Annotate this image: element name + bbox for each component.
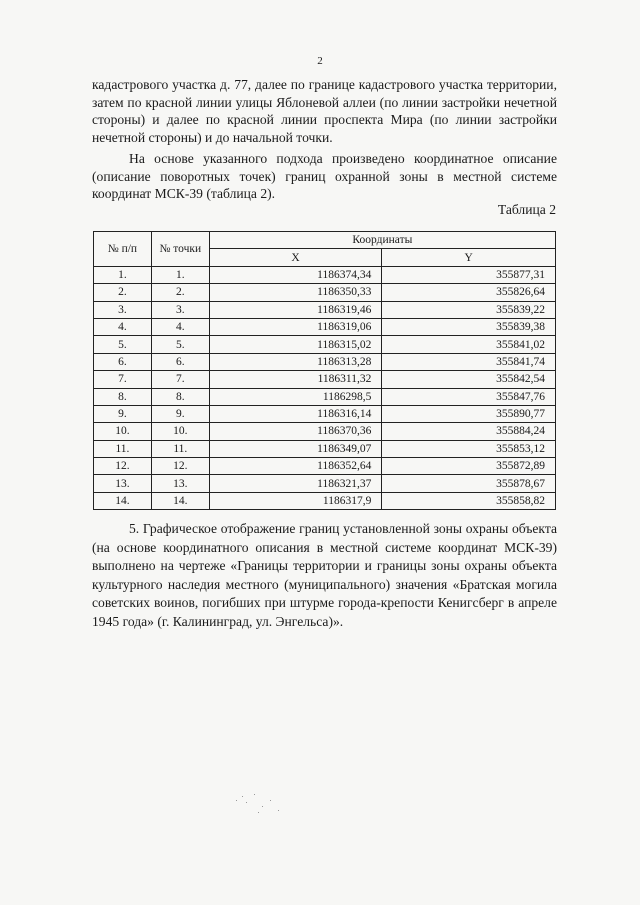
- coord-x: 1186349,07: [209, 440, 382, 457]
- row-number: 13.: [94, 475, 152, 492]
- table-row: [94, 336, 556, 353]
- header-coordinates: Координаты: [209, 232, 555, 249]
- paragraph-graphic-display: 5. Графическое отображение границ установленной зоны охраны объекта (на основе координатного описания в местной системе координат МСК-39) выполнено на чертеже «Границы территории и границы зоны охраны объекта культурного наследия местного (муниципального) значения «Братская могила советских воинов, погибших при штурме города-крепости Кенигсберг в апреле 1945 года» (г. Калининград, ул. Энгельса)».: [92, 521, 557, 629]
- table-row: [94, 266, 556, 283]
- row-number: 14.: [94, 492, 152, 509]
- coord-x: 1186316,14: [209, 405, 382, 422]
- table-row: [94, 458, 556, 475]
- coord-y: 355839,22: [382, 301, 556, 318]
- table-row: [94, 405, 556, 422]
- table-row: [94, 475, 556, 492]
- row-number: 3.: [94, 301, 152, 318]
- header-y: Y: [382, 249, 556, 266]
- table-row: [94, 284, 556, 301]
- coord-y: 355858,82: [382, 492, 556, 509]
- point-number: 4.: [151, 318, 209, 335]
- coordinates-table: [93, 231, 556, 510]
- row-number: 9.: [94, 405, 152, 422]
- coord-y: 355878,67: [382, 475, 556, 492]
- coord-x: 1186315,02: [209, 336, 382, 353]
- coord-y: 355884,24: [382, 423, 556, 440]
- row-number: 12.: [94, 458, 152, 475]
- row-number: 7.: [94, 371, 152, 388]
- row-number: 5.: [94, 336, 152, 353]
- coord-y: 355841,02: [382, 336, 556, 353]
- paragraph-boundary-description: кадастрового участка д. 77, далее по границе кадастрового участка территории, затем по красной линии улицы Яблоневой аллеи (по линии застройки нечетной стороны) и далее по красной линии проспекта Мира (по линии застройки нечетной стороны) и до начальной точки.: [92, 77, 557, 145]
- coord-y: 355841,74: [382, 353, 556, 370]
- point-number: 5.: [151, 336, 209, 353]
- point-number: 8.: [151, 388, 209, 405]
- coord-y: 355839,38: [382, 318, 556, 335]
- coord-y: 355890,77: [382, 405, 556, 422]
- table-row: [94, 440, 556, 457]
- table-row: [94, 371, 556, 388]
- table-row: [94, 353, 556, 370]
- table-row: [94, 388, 556, 405]
- coord-x: 1186374,34: [209, 266, 382, 283]
- coord-y: 355847,76: [382, 388, 556, 405]
- row-number: 8.: [94, 388, 152, 405]
- coord-x: 1186311,32: [209, 371, 382, 388]
- row-number: 1.: [94, 266, 152, 283]
- point-number: 1.: [151, 266, 209, 283]
- coord-x: 1186317,9: [209, 492, 382, 509]
- coord-y: 355853,12: [382, 440, 556, 457]
- scan-artifact: [232, 790, 292, 820]
- coord-x: 1186313,28: [209, 353, 382, 370]
- row-number: 10.: [94, 423, 152, 440]
- point-number: 12.: [151, 458, 209, 475]
- row-number: 6.: [94, 353, 152, 370]
- table-caption: Таблица 2: [497, 202, 556, 217]
- page-number: 2: [317, 55, 323, 67]
- coord-x: 1186319,06: [209, 318, 382, 335]
- coord-x: 1186321,37: [209, 475, 382, 492]
- point-number: 11.: [151, 440, 209, 457]
- coord-y: 355877,31: [382, 266, 556, 283]
- coord-x: 1186370,36: [209, 423, 382, 440]
- row-number: 11.: [94, 440, 152, 457]
- table-row: [94, 423, 556, 440]
- coord-y: 355826,64: [382, 284, 556, 301]
- coord-y: 355842,54: [382, 371, 556, 388]
- point-number: 3.: [151, 301, 209, 318]
- coord-y: 355872,89: [382, 458, 556, 475]
- header-num: № п/п: [94, 232, 152, 267]
- point-number: 9.: [151, 405, 209, 422]
- coord-x: 1186298,5: [209, 388, 382, 405]
- table-row: [94, 318, 556, 335]
- table-row: [94, 492, 556, 509]
- point-number: 14.: [151, 492, 209, 509]
- paragraph-coordinate-intro: На основе указанного подхода произведено координатное описание (описание поворотных точек) границ охранной зоны в местной системе координат МСК-39 (таблица 2).: [92, 151, 557, 201]
- header-point: № точки: [151, 232, 209, 267]
- point-number: 2.: [151, 284, 209, 301]
- coord-x: 1186352,64: [209, 458, 382, 475]
- point-number: 10.: [151, 423, 209, 440]
- header-x: X: [209, 249, 382, 266]
- point-number: 13.: [151, 475, 209, 492]
- table-row: [94, 301, 556, 318]
- row-number: 4.: [94, 318, 152, 335]
- point-number: 6.: [151, 353, 209, 370]
- coord-x: 1186319,46: [209, 301, 382, 318]
- row-number: 2.: [94, 284, 152, 301]
- coord-x: 1186350,33: [209, 284, 382, 301]
- point-number: 7.: [151, 371, 209, 388]
